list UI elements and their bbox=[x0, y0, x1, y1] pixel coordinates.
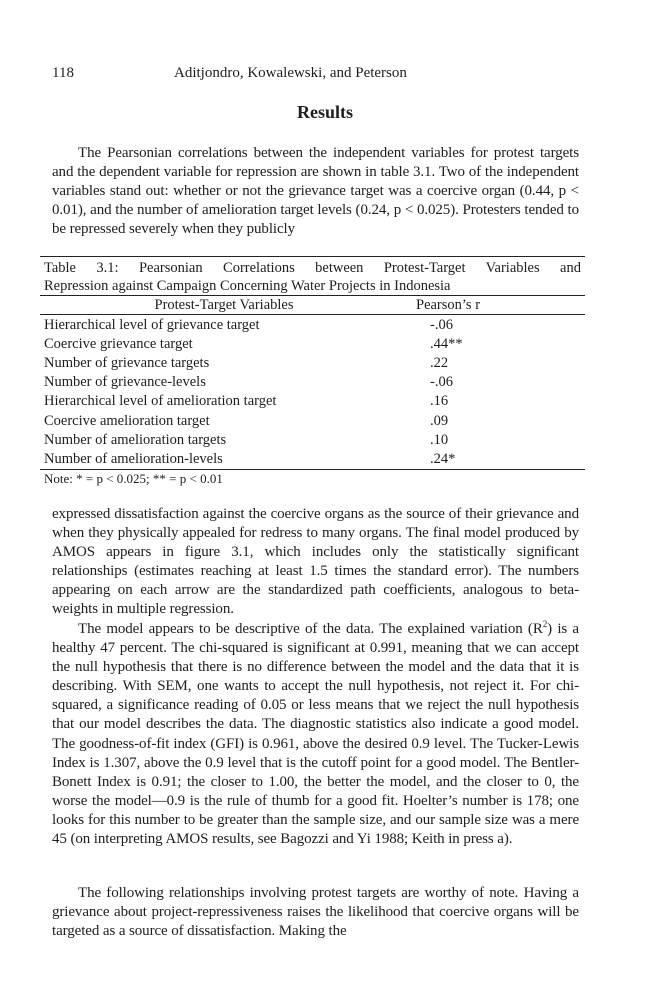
table-cell-r: .10 bbox=[430, 431, 449, 448]
table-cell-r: .09 bbox=[430, 412, 449, 429]
table-caption-line-2: Repression against Campaign Concerning Water Projects in Indonesia bbox=[44, 278, 451, 294]
column-header-variables: Protest-Target Variables bbox=[40, 296, 408, 315]
table-cell-r: -.06 bbox=[430, 316, 453, 333]
table-row bbox=[40, 392, 585, 411]
table-cell-r: .44** bbox=[430, 335, 463, 352]
r-squared-superscript: 2 bbox=[542, 619, 548, 629]
correlation-table bbox=[40, 256, 585, 487]
paragraph-intro: The Pearsonian correlations between the independent variables for protest targets and the dependent variable for repression are shown in table 3.1. Two of the independent variables stand out: whether or not the grievance target was a coercive organ (0.44, p < 0.01), and the number of amelioration target levels (0.24, p < 0.025). Protesters tended to be repressed severely when they publicly bbox=[52, 145, 579, 238]
table-cell-variable: Hierarchical level of amelioration target bbox=[44, 393, 277, 410]
section-heading: Results bbox=[296, 102, 353, 122]
table-row bbox=[40, 353, 585, 372]
table-cell-r: .24* bbox=[430, 450, 456, 467]
table-row bbox=[40, 411, 585, 430]
page-number: 118 bbox=[52, 65, 74, 81]
paragraph-model-description: expressed dissatisfaction against the coercive organs as the source of their grievance and when they physically appealed for redress to many organs. The final model produced by AMOS appears in figure 3.1, which includes only the statistically significant relationships (estimates reaching at least 1.5 times the standard error). The numbers appearing on each arrow are the standardized path coefficients, analogous to beta-weights in multiple regression. bbox=[52, 506, 579, 618]
table-cell-variable: Coercive grievance target bbox=[44, 335, 193, 352]
table-cell-r: .22 bbox=[430, 354, 449, 371]
table-cell-variable: Hierarchical level of grievance target bbox=[44, 316, 260, 333]
table-row bbox=[40, 373, 585, 392]
paragraph-relationships: The following relationships involving protest targets are worthy of note. Having a grievance about project-repressiveness raises the likelihood that coercive organs will be targeted as a source of dissatisfaction. Making the bbox=[52, 885, 579, 940]
paragraph-model-fit bbox=[52, 620, 579, 849]
table-cell-variable: Number of amelioration-levels bbox=[44, 450, 223, 467]
table-cell-variable: Number of grievance targets bbox=[44, 354, 210, 371]
table-caption bbox=[40, 256, 585, 296]
table-row bbox=[40, 315, 585, 335]
table-note: Note: * = p < 0.025; ** = p < 0.01 bbox=[40, 469, 585, 487]
table-caption-line-1: Table 3.1: Pearsonian Correlations between Protest-Target Variables and bbox=[44, 260, 581, 276]
column-header-pearson-r: Pearson’s r bbox=[408, 296, 585, 315]
table-cell-r: .16 bbox=[430, 393, 449, 410]
table-cell-r: -.06 bbox=[430, 374, 453, 391]
table-header-row bbox=[40, 296, 585, 315]
table-row bbox=[40, 334, 585, 353]
table-row bbox=[40, 430, 585, 449]
table-cell-variable: Coercive amelioration target bbox=[44, 412, 210, 429]
table-row bbox=[40, 449, 585, 468]
paragraph-model-fit-part-2: ) is a healthy 47 percent. The chi-squared is significant at 0.991, meaning that we can accept the null hypothesis that there is no difference between the model and the data that it is describing. With SEM, one wants to accept the null hypothesis, not reject it. For chi-squared, a significance reading of 0.05 or less means that we reject the null hypothesis that our model describes the data. The diagnostic statistics also indicate a good model. The goodness-of-fit index (GFI) is 0.961, above the desired 0.9 level. The Tucker-Lewis Index is 1.307, above the 0.9 level that is the cutoff point for a good model. The Bentler-Bonett Index is 0.91; the closer to 1.00, the better the model, and the closer to 0, the worse the model—0.9 is the rule of thumb for a good fit. Hoelter’s number is 178; one looks for this number to be greater than the sample size, and our sample size was a mere 45 (on interpreting AMOS results, see Bagozzi and Yi 1988; Keith in press a). bbox=[52, 621, 579, 848]
table-body bbox=[40, 296, 585, 469]
paragraph-model-fit-part-1: The model appears to be descriptive of the data. The explained variation (R bbox=[78, 621, 543, 637]
running-head-authors: Aditjondro, Kowalewski, and Peterson bbox=[174, 65, 407, 81]
table-cell-variable: Number of grievance-levels bbox=[44, 374, 206, 391]
table-cell-variable: Number of amelioration targets bbox=[44, 431, 227, 448]
